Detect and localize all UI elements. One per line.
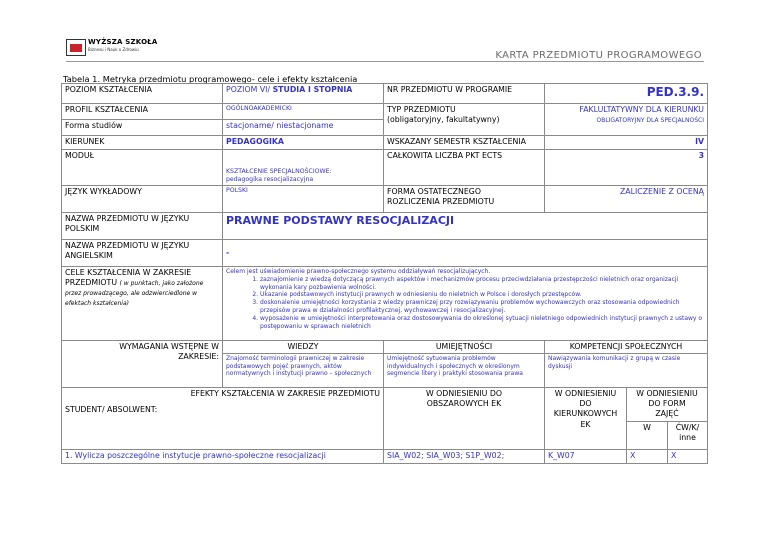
module-value: KSZTAŁCENIE SPECJALNOŚCIOWE: pedagogika resocjalizacyjna: [223, 150, 384, 186]
course-number-value: PED.3.9.: [545, 84, 708, 104]
course-number-label: NR PRZEDMIOTU W PROGRAMIE: [384, 84, 545, 104]
ects-label: CAŁKOWITA LICZBA PKT ECTS: [384, 150, 545, 186]
field-value: PEDAGOGIKA: [223, 136, 384, 150]
assessment-form-label: FORMA OSTATECZNEGO ROZLICZENIA PRZEDMIOTU: [384, 186, 545, 213]
book-icon: [66, 39, 86, 56]
field-label: KIERUNEK: [62, 136, 223, 150]
course-metrics-table: [61, 83, 708, 464]
course-type-label: TYP PRZEDMIOTU (obligatoryjny, fakultatywny): [384, 104, 545, 136]
knowledge-value: Znajomość terminologii prawniczej w zakresie podstawowych pojęć prawnych, aktów normatywnych i instytucji prawno – społecznych: [223, 354, 384, 388]
level-label: POZIOM KSZTAŁCENIA: [62, 84, 223, 104]
skills-header: UMIEJĘTNOŚCI: [384, 341, 545, 354]
profile-value: OGÓLNOAKADEMICKI: [223, 104, 384, 120]
outcome-1-area: SIA_W02; SIA_W03; S1P_W02;: [384, 449, 545, 463]
semester-value: IV: [545, 136, 708, 150]
language-value: POLSKI: [223, 186, 384, 213]
goal-item: 4. wyposażenie w umiejętności interpretowania oraz dostosowywania do określonej sytuacji nieletniego odpowiednich instytucji prawnych z ustawy o postępowaniu w sprawach nieletnich: [260, 315, 704, 331]
study-form-value: stacjoname/ niestacjoname: [223, 120, 384, 136]
outcomes-header: EFEKTY KSZTAŁCENIA W ZAKRESIE PRZEDMIOTU STUDENT/ ABSOLWENT:: [62, 388, 384, 449]
header-divider: [66, 61, 704, 62]
competences-header: KOMPETENCJI SPOŁECZNYCH: [545, 341, 708, 354]
goals-content: [223, 267, 708, 341]
competences-value: Nawiązywania komunikacji z grupą w czasie dyskusji: [545, 354, 708, 388]
field-outcomes-header: W ODNIESIENIU DO KIERUNKOWYCH EK: [545, 388, 627, 449]
goal-item: 1. zaznajomienie z wiedzą dotyczącą prawnych aspektów i mechanizmów procesu przeciwdziałania przestępczości nieletnich oraz organizacji wykonania kary pozbawienia wolności.: [260, 276, 704, 292]
module-label: MODUŁ: [62, 150, 223, 186]
table-caption: Tabela 1. Metryka przedmiotu programowego- cele i efekty kształcenia: [63, 74, 358, 84]
school-logo: [66, 38, 156, 58]
goal-item: 2. Ukazanie podstawowych instytucji prawnych w odniesieniu do nieletnich w Polsce i dorosłych przestępców.: [260, 291, 704, 299]
lecture-header: W: [627, 421, 668, 449]
name-pl-label: NAZWA PRZEDMIOTU W JĘZYKU POLSKIM: [62, 213, 223, 240]
logo-subtitle: Biznesu i Nauk o Zdrowiu: [88, 47, 139, 52]
assessment-form-value: ZALICZENIE Z OCENĄ: [545, 186, 708, 213]
area-outcomes-header: W ODNIESIENIU DO OBSZAROWYCH EK: [384, 388, 545, 449]
skills-value: Umiejętność sytuowania problemów indywidualnych i społecznych w określonym segmencie litery i praktyki stosowania prawa: [384, 354, 545, 388]
goals-list: [226, 276, 704, 331]
semester-label: WSKAZANY SEMESTR KSZTAŁCENIA: [384, 136, 545, 150]
logo-name: WYŻSZA SZKOŁA: [88, 38, 158, 46]
course-type-value: FAKLULTATYWNY DLA KIERUNKU OBLIGATORYJNY DLA SPECJALNOŚCI: [545, 104, 708, 136]
outcome-1-lecture: X: [627, 449, 668, 463]
knowledge-header: WIEDZY: [223, 341, 384, 354]
goals-intro: Celem jest uświadomienie prawno-społecznego systemu oddziaływań resocjalizujących.: [226, 268, 491, 275]
level-value: POZIOM VI/ STUDIA I STOPNIA: [223, 84, 384, 104]
language-label: JĘZYK WYKŁADOWY: [62, 186, 223, 213]
outcome-1-field: K_W07: [545, 449, 627, 463]
outcome-1-exercise: X: [668, 449, 708, 463]
prerequisites-label: WYMAGANIA WSTĘPNE W ZAKRESIE:: [62, 341, 223, 388]
outcome-1-text: 1. Wylicza poszczególne instytucje prawno-społeczne resocjalizacji: [62, 449, 384, 463]
ects-value: 3: [545, 150, 708, 186]
course-name-pl: PRAWNE PODSTAWY RESOCJALIZACJI: [223, 213, 708, 240]
name-en-label: NAZWA PRZEDMIOTU W JĘZYKU ANGIELSKIM: [62, 240, 223, 267]
study-form-label: Forma studiów: [62, 120, 223, 136]
profile-label: PROFIL KSZTAŁCENIA: [62, 104, 223, 120]
goal-item: 3. doskonalenie umiejętności korzystania z wiedzy prawniczej przy rozwiązywaniu problemów wychowawczych oraz stosowania odpowiednich przepisów prawa w działalności profilaktycznej, wychowawczej i resocjalizacyjnej.: [260, 299, 704, 315]
course-name-en: -: [223, 240, 708, 267]
class-forms-header: W ODNIESIENIU DO FORM ZAJĘĆ: [627, 388, 708, 421]
goals-label: CELE KSZTAŁCENIA W ZAKRESIE PRZEDMIOTU ( w punktach, jako założone przez prowadzącego, ale odzwierciedlone w efektach kształcenia): [62, 267, 223, 341]
document-title: KARTA PRZEDMIOTU PROGRAMOWEGO: [495, 50, 702, 61]
exercise-header: ĆW/K/ inne: [668, 421, 708, 449]
